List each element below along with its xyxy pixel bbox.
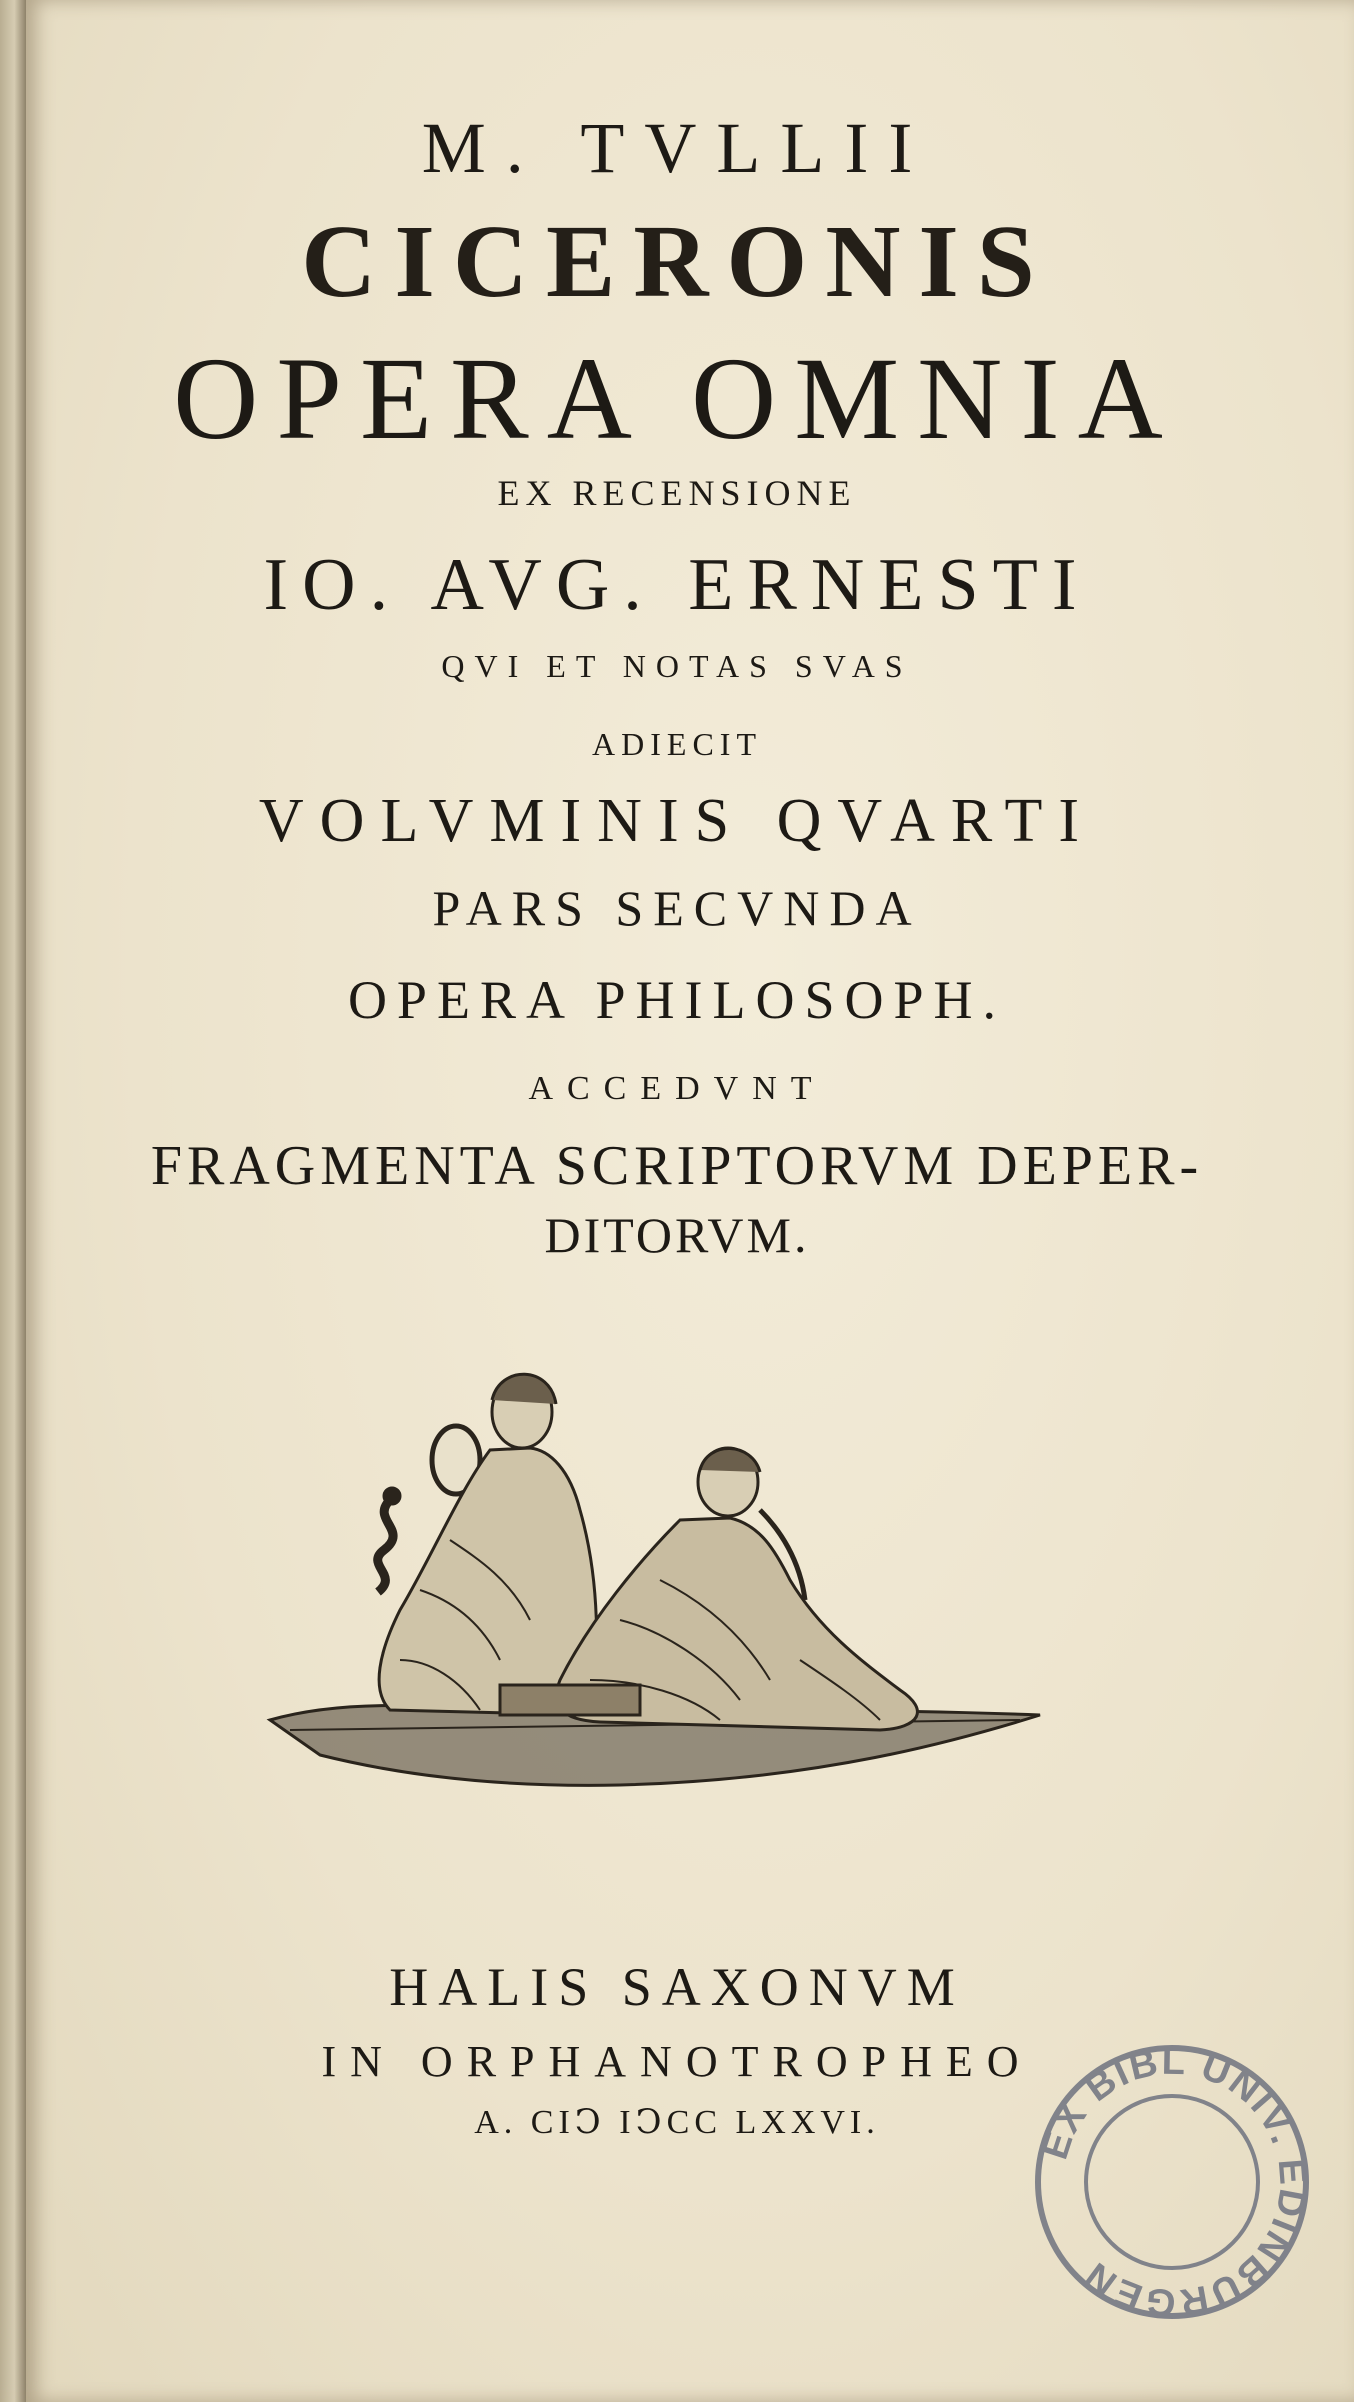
notes-line: QVI ET NOTAS SVAS: [441, 648, 913, 684]
imprint-place: HALIS SAXONVM: [389, 1957, 965, 2017]
author-line-2: CICERONIS: [301, 204, 1053, 319]
section-line: OPERA PHILOSOPH.: [347, 970, 1007, 1030]
imprint-publisher: IN ORPHANOTROPHEO: [321, 2037, 1033, 2086]
library-stamp-icon: [1030, 2040, 1314, 2324]
imprint-year: A. CIↃ IↃCC LXXVI.: [474, 2104, 880, 2141]
accedunt-line: ACCEDVNT: [528, 1070, 826, 1107]
editor-name: IO. AVG. ERNESTI: [263, 544, 1091, 626]
adiecit-line: ADIECIT: [592, 726, 762, 762]
engraving-illustration: [260, 1360, 1060, 1830]
fragments-line-2: DITORVM.: [544, 1207, 810, 1263]
author-line-1: M. TVLLII: [421, 108, 933, 188]
part-line: PARS SECVNDA: [432, 880, 922, 936]
stamp-text: EX BIBL UNIV. EDINBURGEN: [1033, 2040, 1314, 2324]
book-title: OPERA OMNIA: [173, 333, 1181, 464]
volume-line: VOLVMINIS QVARTI: [258, 787, 1096, 855]
recension-line: EX RECENSIONE: [497, 473, 857, 513]
svg-text:EX BIBL UNIV. EDINBURGEN: [1034, 2041, 1314, 2324]
fragments-line-1: FRAGMENTA SCRIPTORVM DEPER-: [150, 1135, 1204, 1197]
